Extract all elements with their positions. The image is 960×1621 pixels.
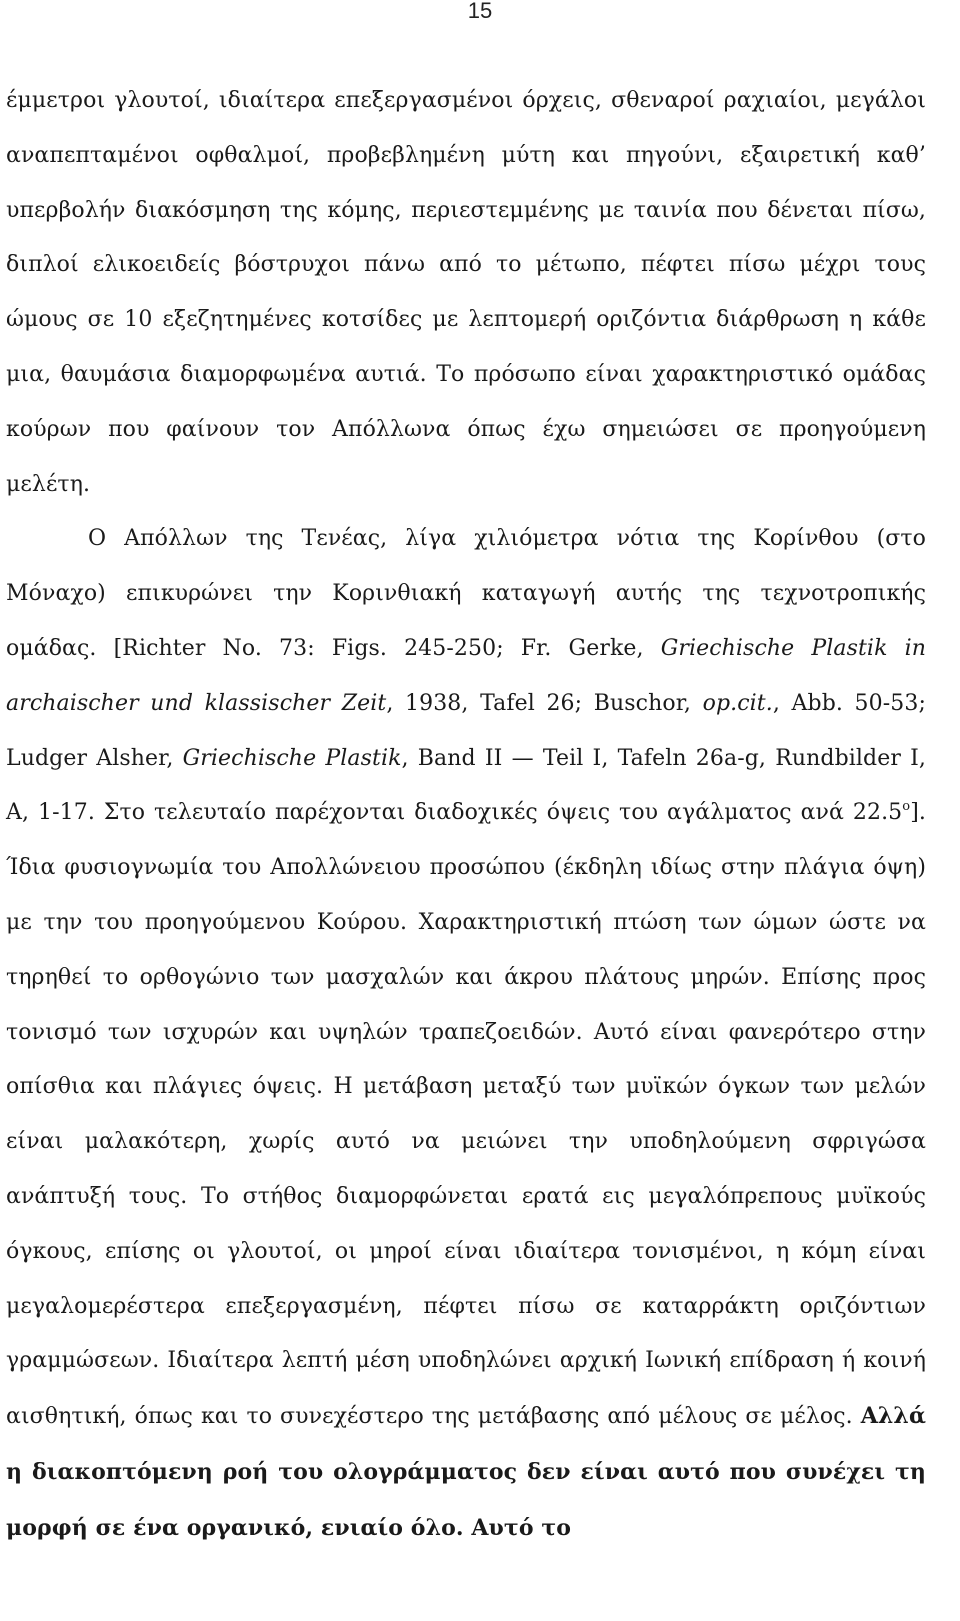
paragraph-2-text-5: ]. Ίδια φυσιογνωμία του Απολλώνειου προσώπου (έκδηλη ιδίως στην πλάγια όψη) με την του προηγούμενου Κούρου. Χαρακτηριστική πτώση των ώμων ώστε να τηρηθεί το ορθογώνιο των μασχαλών και άκρου πλάτους μηρών. Επίσης προς τονισμό των ισχυρών και υψηλών τραπεζοειδών. Αυτό είναι φανερότερο στην οπίσθια και πλάγιες όψεις. Η μετάβαση μεταξύ των μυϊκών όγκων των μελών είναι μαλακότερη, χωρίς αυτό να μειώνει την υποδηλούμενη σφριγώσα ανάπτυξή τους. Το στήθος διαμορφώνεται ερατά εις μεγαλόπρεπους μυϊκούς όγκους, επίσης οι γλουτοί, οι μηροί είναι ιδιαίτερα τονισμένοι, η κόμη είναι μεγαλομερέστερα επεξεργασμένη, πέφτει πίσω σε καταρράκτη οριζόντιων γραμμώσεων. Ιδιαίτερα λεπτή μέση υποδηλώνει αρχική Ιωνική επίδραση ή κοινή αισθητική, όπως και το συνεχέστερο της μετάβασης από μέλους σε μέλος. <box>6 800 926 1430</box>
text-body <box>6 74 926 1557</box>
page-number: 15 <box>467 0 493 23</box>
citation-op-cit: op.cit. <box>702 690 773 716</box>
paragraph-2-text-1: Ο Απόλλων της Τενέας, λίγα χιλιόμετρα νότια της Κορίνθου (στο Μόναχο) επικυρώνει την Κορινθιακή καταγωγή αυτής της τεχνοτροπικής ομάδας. [Richter No. 73: Figs. 245-250; Fr. Gerke, <box>6 526 926 661</box>
paragraph-2-text-2: , 1938, Tafel 26; Buschor, <box>386 690 703 716</box>
paragraph-2-bold-text: Αλλά η διακοπτόμενη ροή του ολογράμματος δεν είναι αυτό που συνέχει τη μορφή σε ένα οργανικό, ενιαίο όλο. Αυτό το <box>6 1403 926 1541</box>
degree-superscript: ο <box>902 799 911 815</box>
paragraph-2-text-3: , Abb. 50-53; Ludger Alsher, <box>6 690 926 771</box>
paragraph-2-text-4: , Band II — Teil I, Tafeln 26a-g, Rundbilder I, A, 1-17. Στο τελευταίο παρέχονται διαδοχικές όψεις του αγάλματος ανά 22.5 <box>6 745 927 826</box>
citation-title-alsher: Griechische Plastik <box>182 745 402 771</box>
paragraph-1: έμμετροι γλουτοί, ιδιαίτερα επεξεργασμένοι όρχεις, σθεναροί ραχιαίοι, μεγάλοι αναπεπταμένοι οφθαλμοί, προβεβλημένη μύτη και πηγούνι, εξαιρετική καθ’ υπερβολήν διακόσμηση της κόμης, περιεστεμμένης με ταινία που δένεται πίσω, διπλοί ελικοειδείς βόστρυχοι πάνω από το μέτωπο, πέφτει πίσω μέχρι τους ώμους σε 10 εξεζητημένες κοτσίδες με λεπτομερή οριζόντια διάρθρωση η κάθε μια, θαυμάσια διαμορφωμένα αυτιά. Το πρόσωπο είναι χαρακτηριστικό ομάδας κούρων που φαίνουν τον Απόλλωνα όπως έχω σημειώσει σε προηγούμενη μελέτη. <box>6 88 926 497</box>
citation-title-gerke: Griechische Plastik in archaischer und klassischer Zeit <box>6 635 926 716</box>
paragraph-2 <box>6 512 926 1556</box>
